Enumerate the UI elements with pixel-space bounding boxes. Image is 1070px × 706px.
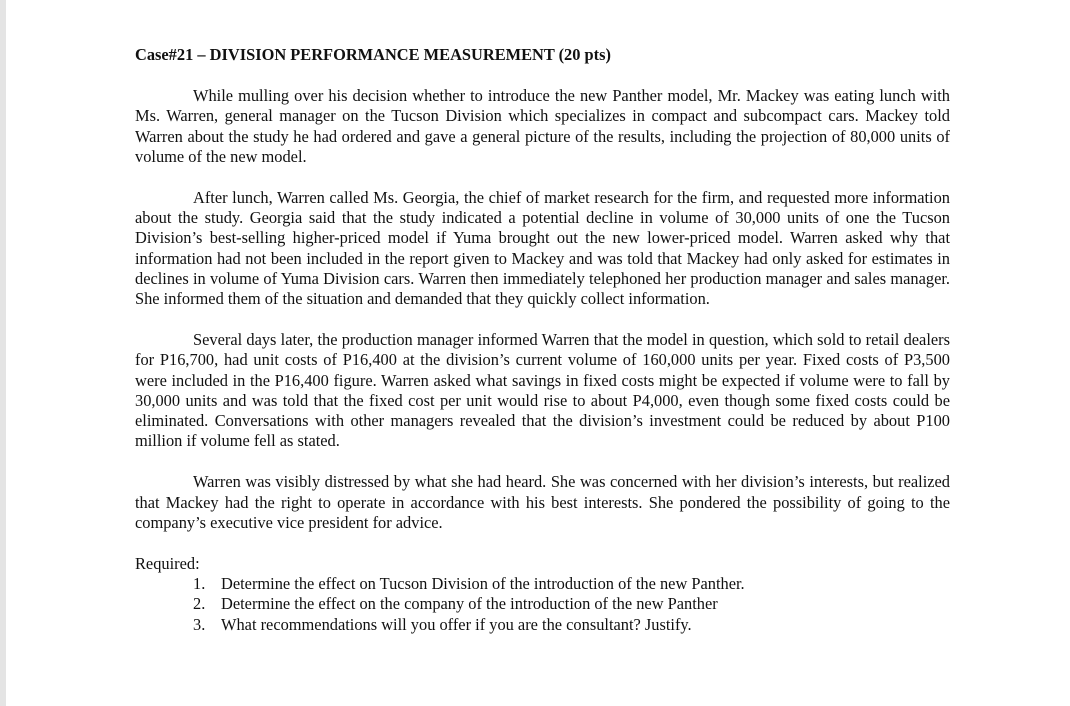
required-list	[135, 574, 950, 635]
required-item-text: Determine the effect on Tucson Division of the introduction of the new Panther.	[221, 573, 745, 593]
paragraph-3: Several days later, the production manager informed Warren that the model in question, which sold to retail dealers for P16,700, had unit costs of P16,400 at the division’s current volume of 160,000 units per year. Fixed costs of P3,500 were included in the P16,400 figure. Warren asked what savings in fixed costs might be expected if volume were to fall by 30,000 units and was told that the fixed cost per unit would rise to about P4,000, even though some fixed costs could be eliminated. Conversations with other managers revealed that the division’s investment could be reduced by about P100 million if volume fell as stated.	[135, 329, 950, 451]
required-item-number: 3.	[193, 614, 206, 634]
required-item-text: Determine the effect on the company of the introduction of the new Panther	[221, 594, 718, 614]
required-item-number: 1.	[193, 573, 206, 593]
paragraph-1: While mulling over his decision whether to introduce the new Panther model, Mr. Mackey was eating lunch with Ms. Warren, general manager on the Tucson Division which specializes in compact and subcompact cars. Mackey told Warren about the study he had ordered and gave a general picture of the results, including the projection of 80,000 units of volume of the new model.	[135, 86, 950, 166]
required-item-text: What recommendations will you offer if you are the consultant? Justify.	[221, 614, 692, 634]
required-item-number: 2.	[193, 594, 206, 614]
required-item	[135, 594, 950, 614]
required-label: Required:	[135, 553, 200, 573]
document-page	[135, 44, 950, 635]
required-item	[135, 574, 950, 594]
page-left-border	[0, 0, 6, 706]
required-item	[135, 615, 950, 635]
paragraph-2: After lunch, Warren called Ms. Georgia, the chief of market research for the firm, and requested more information about the study. Georgia said that the study indicated a potential decline in volume of 30,000 units of one the Tucson Division’s best-selling higher-priced model if Yuma brought out the new lower-priced model. Warren asked why that information had not been included in the report given to Mackey and was told that Mackey had only asked for estimates in declines in volume of Yuma Division cars. Warren then immediately telephoned her production manager and sales manager. She informed them of the situation and demanded that they quickly collect information.	[135, 187, 950, 309]
paragraph-4: Warren was visibly distressed by what she had heard. She was concerned with her division’s interests, but realized that Mackey had the right to operate in accordance with his best interests. She pondered the possibility of going to the company’s executive vice president for advice.	[135, 472, 950, 532]
document-title: Case#21 – DIVISION PERFORMANCE MEASUREMENT (20 pts)	[135, 45, 611, 64]
